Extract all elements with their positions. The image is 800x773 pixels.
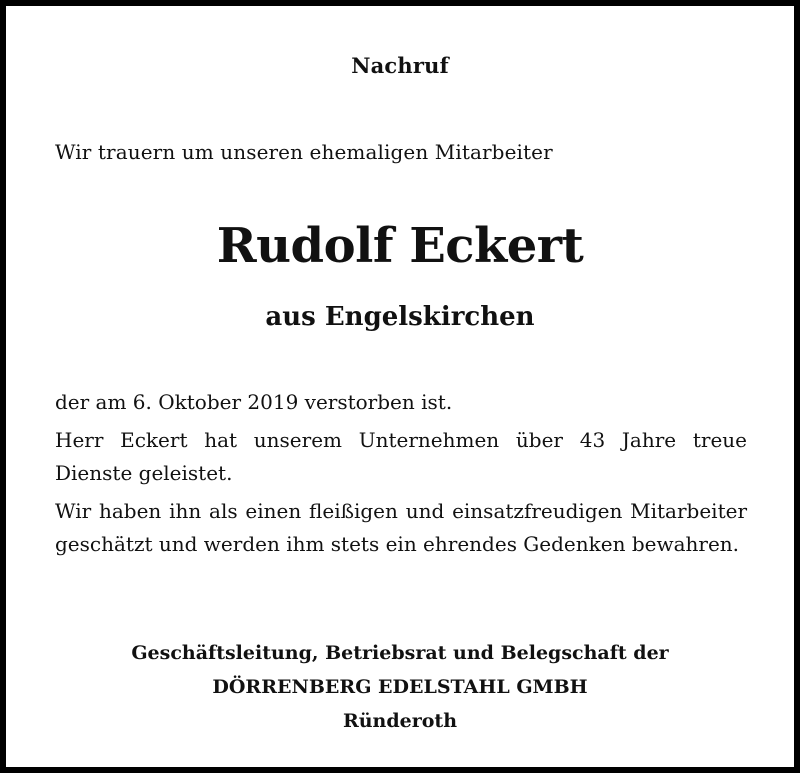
intro-text: Wir trauern um unseren ehemaligen Mitarbeiter: [55, 140, 553, 164]
notice-heading: Nachruf: [351, 53, 449, 78]
signature-line-1: Geschäftsleitung, Betriebsrat und Belegschaft der: [131, 642, 669, 664]
signature-block: [6, 636, 794, 738]
deceased-name: Rudolf Eckert: [216, 218, 584, 274]
body-paragraph-date: der am 6. Oktober 2019 verstorben ist.: [55, 390, 453, 414]
signature-location: Ründeroth: [342, 710, 458, 732]
signature-company: DÖRRENBERG EDELSTAHL GMBH: [212, 676, 588, 698]
body-paragraph-tribute: Wir haben ihn als einen fleißigen und einsatzfreudigen Mitarbeiter geschätzt und werden ihm stets ein ehrendes Gedenken bewahren.: [55, 499, 747, 556]
deceased-origin: aus Engelskirchen: [265, 302, 535, 332]
body-paragraph-service: Herr Eckert hat unserem Unternehmen über 43 Jahre treue Dienste geleistet.: [55, 428, 747, 485]
notice-body: [55, 386, 747, 566]
